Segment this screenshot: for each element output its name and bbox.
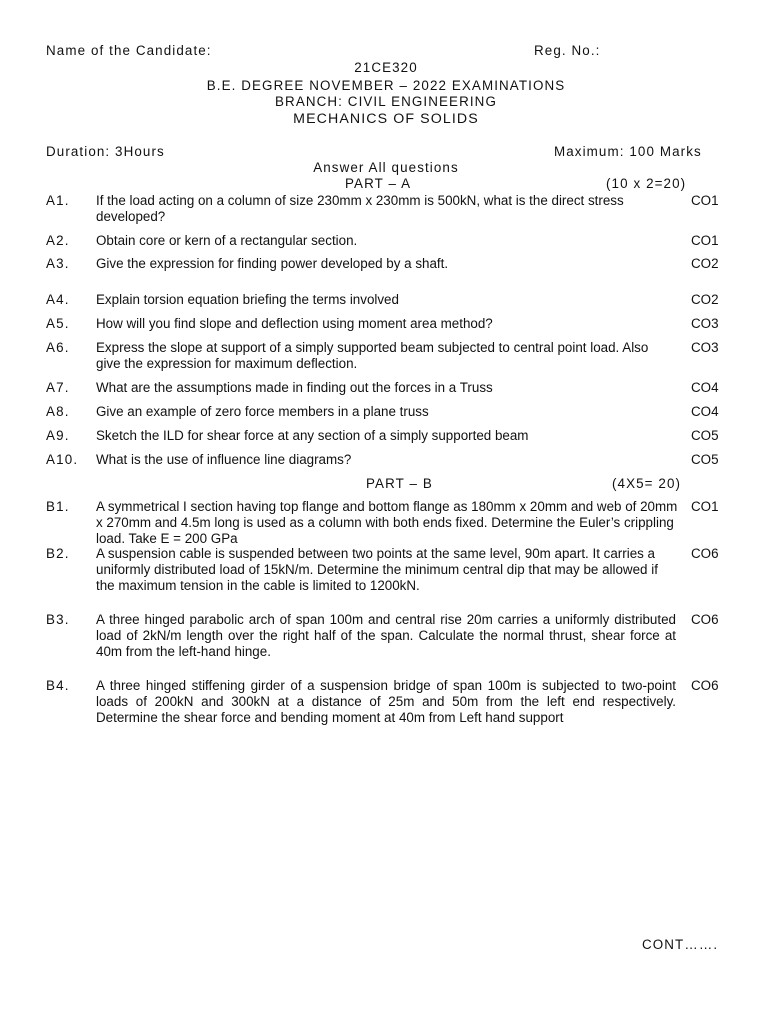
branch: BRANCH: CIVIL ENGINEERING — [275, 94, 497, 109]
continued-note: CONT……. — [642, 937, 719, 952]
reg-no-label: Reg. No.: — [534, 43, 601, 58]
question-number: A2. — [46, 233, 70, 248]
question-number: A9. — [46, 428, 70, 443]
question-number: A5. — [46, 316, 70, 331]
max-marks: Maximum: 100 Marks — [554, 144, 702, 159]
part-a-marks: (10 x 2=20) — [606, 176, 687, 191]
subject-title: MECHANICS OF SOLIDS — [293, 111, 479, 127]
question-number: B1. — [46, 499, 70, 514]
question-text: Explain torsion equation briefing the terms involved — [96, 292, 399, 307]
course-outcome: CO3 — [691, 340, 719, 355]
question-text: A three hinged parabolic arch of span 100m and central rise 20m carries a uniformly distributed load of 2kN/m length over the right half of the span. Calculate the normal thrust, shear force at 40m from the left-hand hinge. — [96, 612, 676, 659]
question-number: A1. — [46, 193, 70, 208]
course-outcome: CO5 — [691, 452, 719, 467]
question-text: A three hinged stiffening girder of a suspension bridge of span 100m is subjected to two-point loads of 200kN and 300kN at a distance of 25m and 50m from the left end respectively. Determine the shear force and bending moment at 40m from Left hand support — [96, 678, 676, 725]
course-code: 21CE320 — [354, 60, 418, 75]
course-outcome: CO1 — [691, 233, 719, 248]
candidate-name-label: Name of the Candidate: — [46, 43, 212, 58]
exam-title: B.E. DEGREE NOVEMBER – 2022 EXAMINATIONS — [206, 78, 566, 93]
instruction: Answer All questions — [313, 160, 459, 175]
question-number: A7. — [46, 380, 70, 395]
course-outcome: CO3 — [691, 316, 719, 331]
course-outcome: CO6 — [691, 612, 719, 627]
course-outcome: CO1 — [691, 193, 719, 208]
question-number: B2. — [46, 546, 70, 561]
question-text: Express the slope at support of a simply supported beam subjected to central point load. Also give the expression for maximum deflection. — [96, 340, 649, 371]
part-b-title: PART – B — [366, 476, 433, 491]
question-text: Obtain core or kern of a rectangular section. — [96, 233, 358, 248]
question-number: A4. — [46, 292, 70, 307]
question-text: A suspension cable is suspended between two points at the same level, 90m apart. It carries a uniformly distributed load of 15kN/m. Determine the minimum central dip that may be allowed if the maximum tension in the cable is limited to 1200kN. — [96, 546, 658, 593]
question-number: A8. — [46, 404, 70, 419]
question-text: Sketch the ILD for shear force at any section of a simply supported beam — [96, 428, 529, 443]
question-number: B4. — [46, 678, 70, 693]
question-number: B3. — [46, 612, 70, 627]
question-text: If the load acting on a column of size 230mm x 230mm is 500kN, what is the direct stress developed? — [96, 193, 624, 224]
duration: Duration: 3Hours — [46, 144, 165, 159]
course-outcome: CO4 — [691, 404, 719, 419]
course-outcome: CO1 — [691, 499, 719, 514]
course-outcome: CO4 — [691, 380, 719, 395]
question-text: How will you find slope and deflection using moment area method? — [96, 316, 493, 331]
question-text: Give an example of zero force members in a plane truss — [96, 404, 429, 419]
question-number: A10. — [46, 452, 79, 467]
course-outcome: CO5 — [691, 428, 719, 443]
part-a-title: PART – A — [345, 176, 412, 191]
course-outcome: CO6 — [691, 546, 719, 561]
course-outcome: CO6 — [691, 678, 719, 693]
part-b-marks: (4X5= 20) — [612, 476, 682, 491]
question-text: A symmetrical I section having top flange and bottom flange as 180mm x 20mm and web of 20mm x 270mm and 4.5m long is used as a column with both ends fixed. Determine the Euler’s crippling load. Take E = 200 GPa — [96, 499, 678, 546]
question-text: What are the assumptions made in finding out the forces in a Truss — [96, 380, 493, 395]
course-outcome: CO2 — [691, 292, 719, 307]
question-text: Give the expression for finding power developed by a shaft. — [96, 256, 449, 271]
question-number: A3. — [46, 256, 70, 271]
question-text: What is the use of influence line diagrams? — [96, 452, 352, 467]
course-outcome: CO2 — [691, 256, 719, 271]
question-number: A6. — [46, 340, 70, 355]
